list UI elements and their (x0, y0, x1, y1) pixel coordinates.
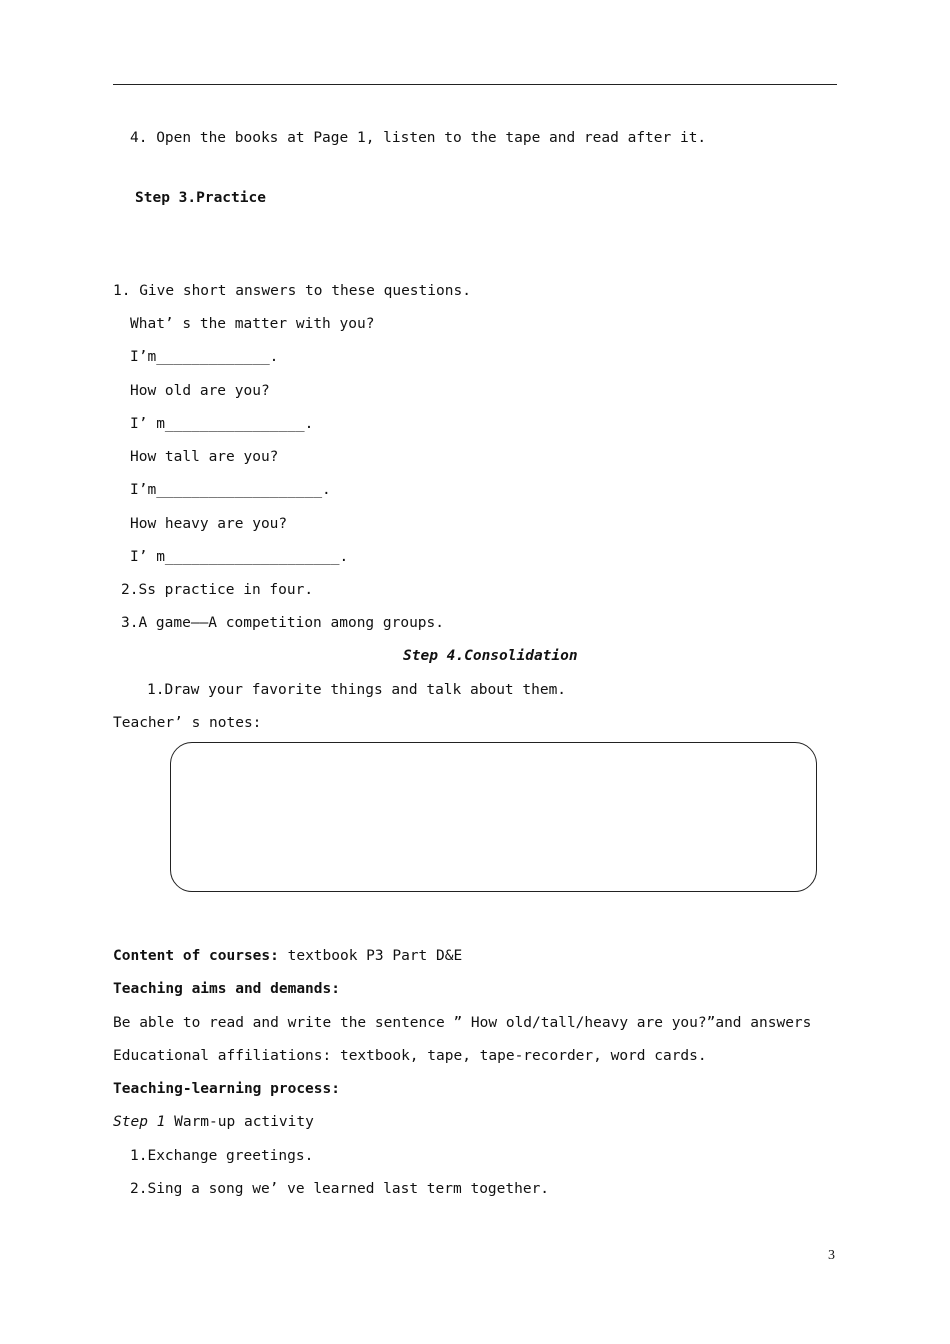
step1-item-2: 2.Sing a song we’ ve learned last term together. (130, 1181, 550, 1197)
step1-label: Step 1 (113, 1114, 166, 1130)
answer-blank-1: I’m_____________. (130, 349, 279, 365)
practice-item-3: 3.A game——A competition among groups. (121, 615, 445, 631)
question-heavy: How heavy are you? (130, 516, 288, 532)
answer-blank-4: I’ m____________________. (130, 549, 349, 565)
step4-item-1: 1.Draw your favorite things and talk about them. (147, 682, 567, 698)
practice-item-2: 2.Ss practice in four. (121, 582, 314, 598)
question-matter: What’ s the matter with you? (130, 316, 375, 332)
step1-title: Warm-up activity (165, 1114, 314, 1130)
question-old: How old are you? (130, 383, 270, 399)
teachers-notes-box (170, 742, 817, 892)
process-label: Teaching-learning process: (113, 1081, 340, 1097)
aims-label: Teaching aims and demands: (113, 981, 340, 997)
listen-item: 4. Open the books at Page 1, listen to the tape and read after it. (130, 130, 707, 146)
teachers-notes-label: Teacher’ s notes: (113, 715, 262, 731)
question-tall: How tall are you? (130, 449, 279, 465)
page-number: 3 (828, 1248, 835, 1263)
answer-blank-2: I’ m________________. (130, 416, 314, 432)
step1-item-1: 1.Exchange greetings. (130, 1148, 314, 1164)
answer-blank-3: I’m___________________. (130, 482, 331, 498)
step1-heading (113, 1113, 314, 1131)
content-label: Content of courses: (113, 948, 279, 964)
step3-heading: Step 3.Practice (135, 190, 266, 206)
content-of-courses (113, 947, 462, 965)
practice-item-1: 1. Give short answers to these questions. (113, 283, 471, 299)
content-value: textbook P3 Part D&E (278, 948, 463, 964)
header-rule (113, 84, 837, 85)
step4-heading: Step 4.Consolidation (403, 648, 578, 664)
aims-text: Be able to read and write the sentence ” How old/tall/heavy are you?”and answers (113, 1015, 812, 1031)
affiliations-text: Educational affiliations: textbook, tape, tape-recorder, word cards. (113, 1048, 707, 1064)
